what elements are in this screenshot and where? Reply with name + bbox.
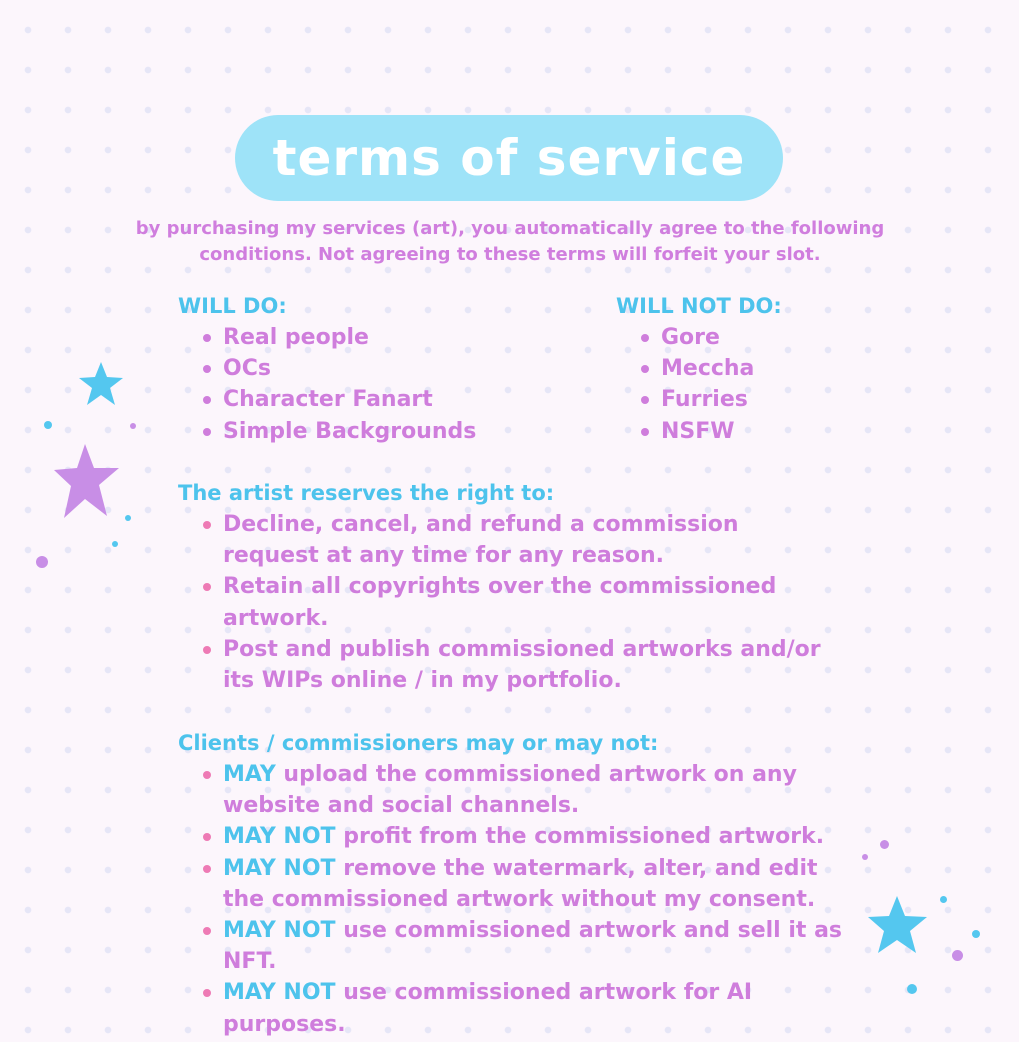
dot-decoration	[972, 930, 980, 938]
will-not-do-section	[616, 291, 916, 447]
star-icon	[76, 360, 126, 408]
list-item	[178, 759, 848, 821]
will-not-do-list	[616, 322, 916, 447]
list-item: Retain all copyrights over the commissioned artwork.	[178, 571, 838, 633]
list-item: OCs	[178, 353, 578, 384]
may-not-label: MAY NOT	[223, 855, 336, 881]
dot-decoration	[940, 896, 947, 903]
list-item: Post and publish commissioned artworks and/or its WIPs online / in my portfolio.	[178, 634, 838, 696]
dot-decoration	[880, 840, 889, 849]
list-item: Decline, cancel, and refund a commission request at any time for any reason.	[178, 509, 838, 571]
list-item	[178, 915, 848, 977]
may-not-label: MAY NOT	[223, 980, 336, 1006]
dot-decoration	[907, 984, 917, 994]
dot-decoration	[125, 515, 131, 521]
dot-decoration	[112, 541, 118, 547]
title-pill	[235, 115, 783, 201]
list-item: Meccha	[616, 353, 916, 384]
reserves-heading: The artist reserves the right to:	[178, 481, 555, 505]
may-not-label: MAY NOT	[223, 918, 336, 944]
will-do-list	[178, 322, 578, 447]
list-item: Gore	[616, 322, 916, 353]
item-text: profit from the commissioned artwork.	[335, 824, 825, 850]
dot-decoration	[36, 556, 48, 568]
will-do-heading: WILL DO:	[178, 294, 287, 318]
intro-text: by purchasing my services (art), you automatically agree to the following conditions. Not agreeing to these terms will forfeit your slot.	[135, 218, 885, 265]
page-title: terms of service	[272, 129, 746, 187]
dot-decoration	[44, 421, 52, 429]
clients-section	[178, 728, 858, 1040]
list-item: Simple Backgrounds	[178, 416, 578, 447]
list-item: Character Fanart	[178, 384, 578, 415]
clients-heading: Clients / commissioners may or may not:	[178, 731, 659, 755]
will-not-do-heading: WILL NOT DO:	[616, 294, 782, 318]
list-item	[178, 821, 848, 852]
may-label: MAY	[223, 762, 276, 787]
will-do-section	[178, 291, 578, 447]
dot-decoration	[130, 423, 136, 429]
item-text: remove the watermark, alter, and edit the commissioned artwork without my consent.	[223, 855, 818, 912]
star-icon	[866, 894, 930, 956]
item-text: use commissioned artwork and sell it as NFT.	[223, 918, 843, 975]
dot-decoration	[862, 854, 868, 860]
dot-decoration	[952, 950, 963, 961]
may-not-label: MAY NOT	[223, 824, 336, 850]
reserves-list	[178, 509, 838, 696]
list-item: Real people	[178, 322, 578, 353]
clients-list	[178, 759, 848, 1040]
star-icon	[52, 442, 122, 520]
reserves-section	[178, 478, 858, 696]
list-item: NSFW	[616, 416, 916, 447]
item-text: upload the commissioned artwork on any website and social channels.	[223, 762, 797, 819]
list-item: Furries	[616, 384, 916, 415]
item-text: use commissioned artwork for AI purposes.	[223, 980, 753, 1037]
list-item	[178, 853, 848, 915]
list-item	[178, 977, 848, 1039]
